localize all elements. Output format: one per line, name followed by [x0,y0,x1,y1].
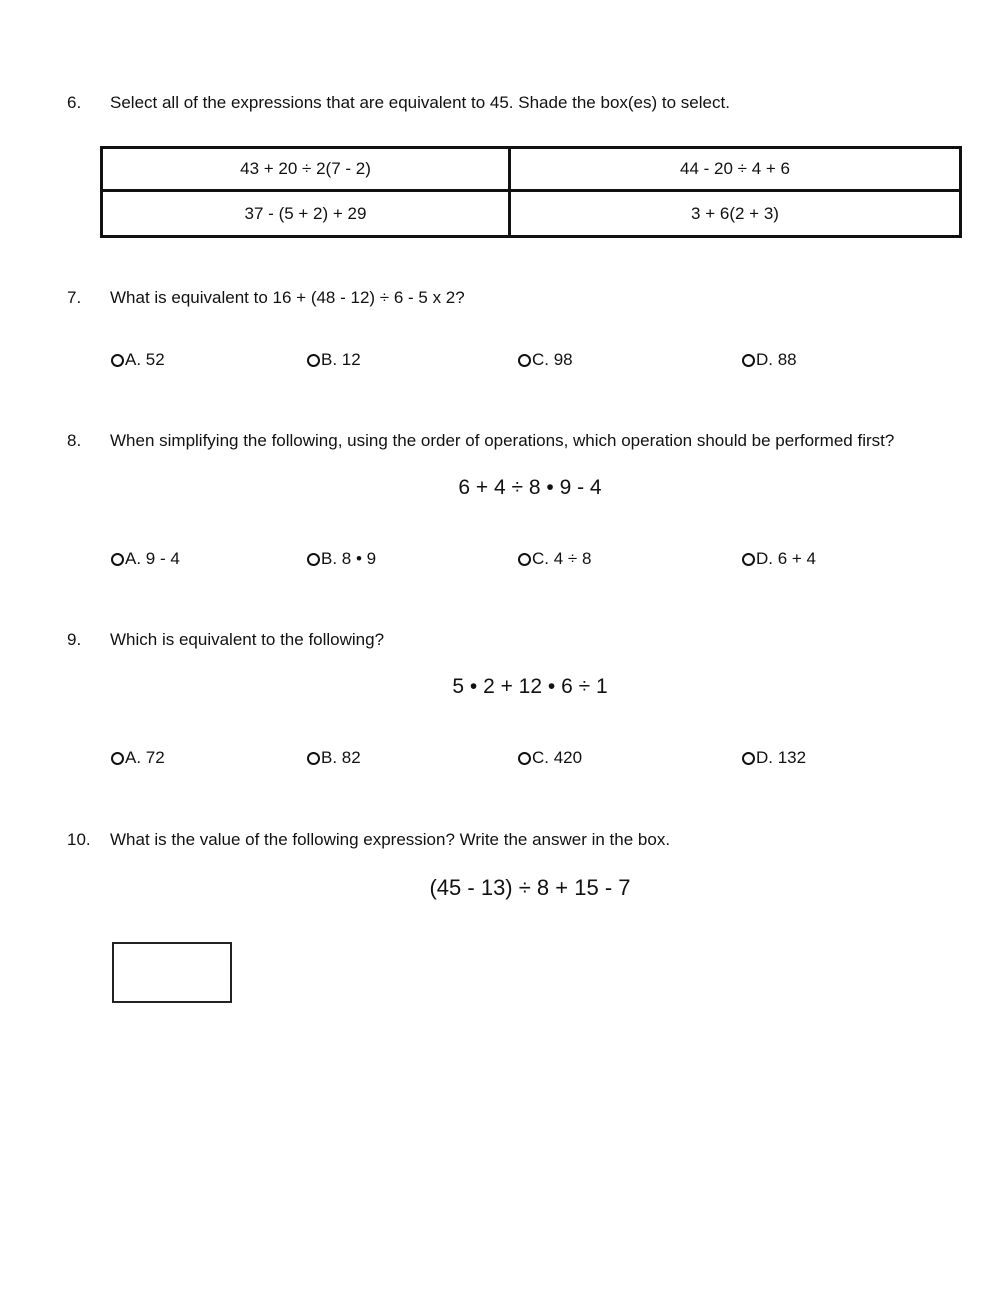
q9-option-b[interactable] [307,748,361,768]
q7-option-a-label: A. 52 [125,350,165,369]
q8-option-c[interactable] [518,549,591,569]
radio-circle-icon[interactable] [307,553,320,566]
q7-option-c[interactable] [518,350,573,370]
q8-option-b[interactable] [307,549,376,569]
q7-option-c-label: C. 98 [532,350,573,369]
q7-option-b-label: B. 12 [321,350,361,369]
radio-circle-icon[interactable] [111,752,124,765]
q10-number: 10. [67,830,91,849]
q7-option-a[interactable] [111,350,165,370]
q8-option-a[interactable] [111,549,180,569]
radio-circle-icon[interactable] [518,354,531,367]
q6-option-box-1[interactable]: 43 + 20 ÷ 2(7 - 2) [103,149,511,192]
q10-expression: (45 - 13) ÷ 8 + 15 - 7 [429,875,631,900]
q10-prompt: What is the value of the following expression? Write the answer in the box. [110,830,671,849]
q10-answer-input[interactable] [114,944,230,1001]
q7-prompt: What is equivalent to 16 + (48 - 12) ÷ 6 - 5 x 2? [110,288,465,307]
q6-prompt: Select all of the expressions that are equivalent to 45. Shade the box(es) to select. [110,93,730,112]
q8-prompt: When simplifying the following, using the order of operations, which operation should be performed first? [110,431,895,450]
q7-option-d[interactable] [742,350,797,370]
radio-circle-icon[interactable] [307,752,320,765]
q8-number: 8. [67,431,82,450]
q9-option-c[interactable] [518,748,582,768]
radio-circle-icon[interactable] [742,553,755,566]
radio-circle-icon[interactable] [518,752,531,765]
q10-answer-box[interactable] [112,942,232,1003]
q8-expression: 6 + 4 ÷ 8 • 9 - 4 [458,476,602,499]
q6-answer-grid [100,146,962,238]
radio-circle-icon[interactable] [307,354,320,367]
q9-number: 9. [67,630,82,649]
q7-option-d-label: D. 88 [756,350,797,369]
radio-circle-icon[interactable] [518,553,531,566]
q9-option-a-label: A. 72 [125,748,165,767]
q9-option-b-label: B. 82 [321,748,361,767]
q6-option-box-3[interactable]: 37 - (5 + 2) + 29 [103,192,511,235]
q9-option-d[interactable] [742,748,806,768]
q8-option-c-label: C. 4 ÷ 8 [532,549,592,568]
q6-option-box-2[interactable]: 44 - 20 ÷ 4 + 6 [511,149,959,192]
radio-circle-icon[interactable] [742,354,755,367]
q7-option-b[interactable] [307,350,361,370]
q6-option-box-4[interactable]: 3 + 6(2 + 3) [691,203,779,223]
q8-option-d-label: D. 6 + 4 [756,549,817,568]
q9-expression: 5 • 2 + 12 • 6 ÷ 1 [452,675,608,698]
q9-option-c-label: C. 420 [532,748,583,767]
q8-option-d[interactable] [742,549,816,569]
radio-circle-icon[interactable] [111,354,124,367]
radio-circle-icon[interactable] [742,752,755,765]
q8-option-a-label: A. 9 - 4 [125,549,180,568]
q9-option-d-label: D. 132 [756,748,807,767]
radio-circle-icon[interactable] [111,553,124,566]
q8-option-b-label: B. 8 • 9 [321,549,377,568]
q9-option-a[interactable] [111,748,165,768]
q6-number: 6. [67,93,82,112]
q7-number: 7. [67,288,82,307]
q9-prompt: Which is equivalent to the following? [110,630,385,649]
